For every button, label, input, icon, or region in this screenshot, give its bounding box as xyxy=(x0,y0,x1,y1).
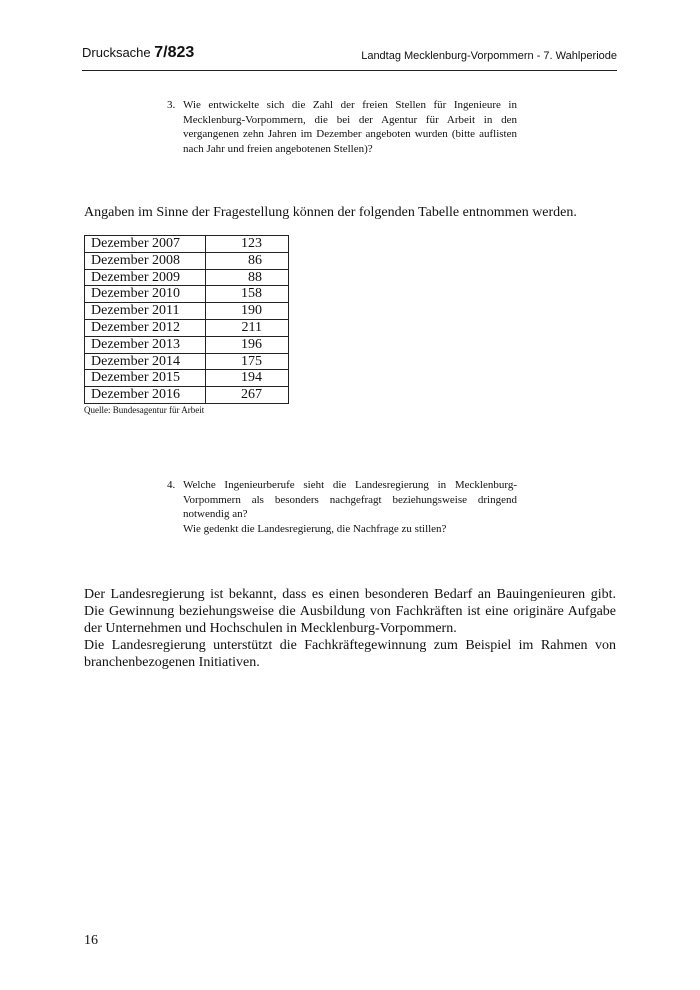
table-row xyxy=(85,286,289,303)
answer-3-intro: Angaben im Sinne der Fragestellung können der folgenden Tabelle entnommen werden. xyxy=(84,205,577,220)
page-header xyxy=(82,44,617,66)
table-cell-vacancies: 86 xyxy=(206,252,289,269)
answer-4-paragraph-2: Die Landesregierung unterstützt die Fachkräftegewinnung zum Beispiel im Rahmen von branchenbezogenen Initiativen. xyxy=(84,638,616,670)
table-cell-vacancies: 196 xyxy=(206,336,289,353)
table-cell-month: Dezember 2012 xyxy=(85,319,206,336)
table-cell-vacancies: 267 xyxy=(206,387,289,404)
parliament-title: Landtag Mecklenburg-Vorpommern - 7. Wahlperiode xyxy=(361,50,617,62)
table-row xyxy=(85,236,289,253)
question-4 xyxy=(167,478,517,536)
table-cell-month: Dezember 2008 xyxy=(85,252,206,269)
vacancy-table xyxy=(84,235,289,404)
table-row xyxy=(85,353,289,370)
page-number: 16 xyxy=(84,933,98,948)
table-row xyxy=(85,269,289,286)
table-row xyxy=(85,387,289,404)
table-cell-vacancies: 88 xyxy=(206,269,289,286)
table-cell-month: Dezember 2010 xyxy=(85,286,206,303)
table-cell-vacancies: 194 xyxy=(206,370,289,387)
table-cell-vacancies: 175 xyxy=(206,353,289,370)
answer-4 xyxy=(84,586,616,671)
table-source: Quelle: Bundesagentur für Arbeit xyxy=(84,405,205,415)
document-id xyxy=(82,44,194,62)
table-row xyxy=(85,252,289,269)
question-3-text: Wie entwickelte sich die Zahl der freien Stellen für Ingenieure in Mecklenburg-Vorpommern, die bei der Agentur für Arbeit in den vergangenen zehn Jahren im Dezember angeboten wurden (bitte auflisten nach Jahr und freien angebotenen Stellen)? xyxy=(183,99,517,155)
table-row xyxy=(85,336,289,353)
table-row xyxy=(85,370,289,387)
table-cell-month: Dezember 2011 xyxy=(85,303,206,320)
table-cell-vacancies: 158 xyxy=(206,286,289,303)
question-3-number: 3. xyxy=(167,99,176,111)
question-4-number: 4. xyxy=(167,479,176,491)
header-rule xyxy=(82,70,617,71)
table-row xyxy=(85,303,289,320)
table-cell-month: Dezember 2013 xyxy=(85,336,206,353)
question-4-text-2: Wie gedenkt die Landesregierung, die Nachfrage zu stillen? xyxy=(183,522,447,535)
table-cell-month: Dezember 2014 xyxy=(85,353,206,370)
document-label: Drucksache xyxy=(82,45,151,60)
question-3 xyxy=(167,98,517,156)
table-row xyxy=(85,319,289,336)
table-cell-month: Dezember 2016 xyxy=(85,387,206,404)
table-cell-vacancies: 211 xyxy=(206,319,289,336)
table-cell-month: Dezember 2015 xyxy=(85,370,206,387)
table-cell-month: Dezember 2009 xyxy=(85,269,206,286)
document-number: 7/823 xyxy=(154,44,195,61)
answer-4-paragraph-1: Der Landesregierung ist bekannt, dass es einen besonderen Bedarf an Bauingenieuren gibt. Die Gewinnung beziehungsweise die Ausbildung von Fachkräften ist eine originäre Aufgabe der Unternehmen und Hochschulen in Mecklenburg-Vorpommern. xyxy=(84,587,616,636)
question-4-text-1: Welche Ingenieurberufe sieht die Landesregierung in Mecklenburg-Vorpommern als besonders nachgefragt beziehungsweise dringend notwendig an? xyxy=(183,479,517,520)
table-cell-month: Dezember 2007 xyxy=(85,236,206,253)
table-cell-vacancies: 123 xyxy=(206,236,289,253)
table-cell-vacancies: 190 xyxy=(206,303,289,320)
